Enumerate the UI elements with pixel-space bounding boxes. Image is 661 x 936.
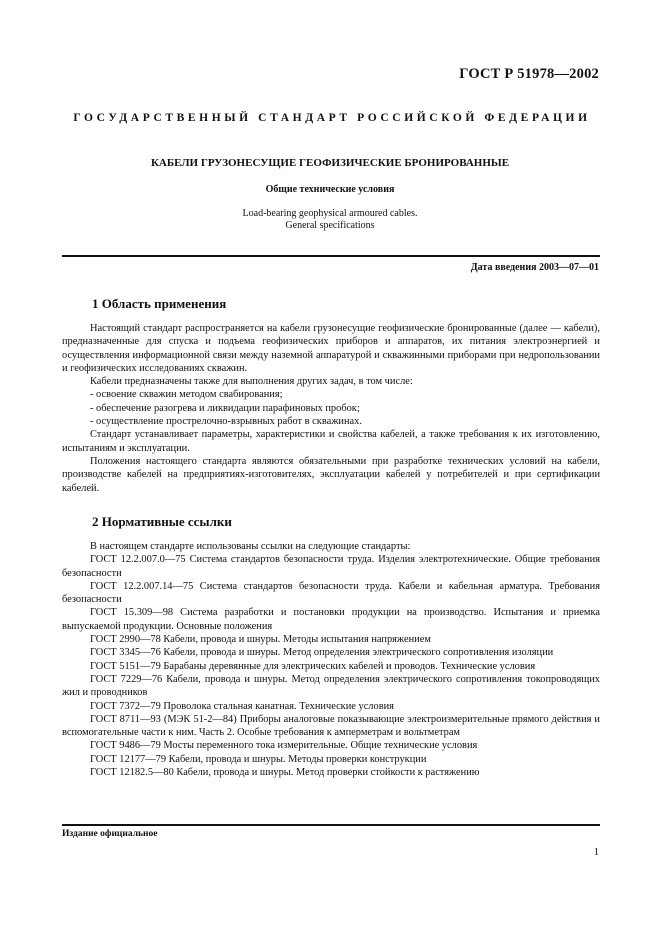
list-item: - обеспечение разогрева и ликвидации парафиновых пробок; <box>90 402 360 414</box>
reference-item: ГОСТ 9486—79 Мосты переменного тока измерительные. Общие технические условия <box>90 740 478 752</box>
paragraph: Кабели предназначены также для выполнения других задач, в том числе: <box>90 376 413 388</box>
reference-item: ГОСТ 7229—76 Кабели, провода и шнуры. Метод определения электрического сопротивления токопроводящих жил и проводников <box>62 673 600 699</box>
reference-item: ГОСТ 2990—78 Кабели, провода и шнуры. Методы испытания напряжением <box>90 634 431 646</box>
document-title: КАБЕЛИ ГРУЗОНЕСУЩИЕ ГЕОФИЗИЧЕСКИЕ БРОНИРОВАННЫЕ <box>150 157 510 169</box>
reference-item: ГОСТ 12177—79 Кабели, провода и шнуры. Методы проверки конструкции <box>90 753 427 765</box>
document-subtitle: Общие технические условия <box>265 184 395 195</box>
english-title-line-2: General specifications <box>285 220 375 231</box>
section-heading: 2 Нормативные ссылки <box>92 514 232 529</box>
document-number: ГОСТ Р 51978—2002 <box>459 66 599 82</box>
english-title-line-1: Load-bearing geophysical armoured cables. <box>242 208 418 219</box>
effective-date: Дата введения 2003—07—01 <box>470 262 599 273</box>
reference-item: ГОСТ 5151—79 Барабаны деревянные для электрических кабелей и проводов. Технические условия <box>90 660 536 672</box>
section-heading: 1 Область применения <box>92 296 227 311</box>
section-scope <box>62 296 600 495</box>
paragraph: Стандарт устанавливает параметры, характеристики и свойства кабелей, а также требования к их изготовлению, испытаниям и эксплуатации. <box>62 429 600 454</box>
reference-item: ГОСТ 12182.5—80 Кабели, провода и шнуры. Метод проверки стойкости к растяжению <box>90 767 480 779</box>
state-standard-header: ГОСУДАРСТВЕННЫЙ СТАНДАРТ РОССИЙСКОЙ ФЕДЕРАЦИИ <box>73 112 591 124</box>
reference-item: ГОСТ 15.309—98 Система разработки и постановки продукции на производство. Испытания и приемка выпускаемой продукции. Основные положения <box>62 607 600 632</box>
reference-item: ГОСТ 3345—76 Кабели, провода и шнуры. Метод определения электрического сопротивления изоляции <box>90 647 554 659</box>
top-divider <box>62 255 600 257</box>
page-number: 1 <box>593 847 599 858</box>
reference-item: ГОСТ 7372—79 Проволока стальная канатная. Технические условия <box>90 700 394 712</box>
section-normative-references <box>62 514 600 779</box>
edition-note: Издание официальное <box>62 829 158 839</box>
bottom-divider <box>62 824 600 826</box>
paragraph: В настоящем стандарте использованы ссылки на следующие стандарты: <box>90 541 411 552</box>
paragraph: Положения настоящего стандарта являются обязательными при разработке технических условий на кабели, производстве кабелей на предприятиях-изготовителях, эксплуатации кабелей у потребителей и при сертификации кабелей. <box>62 455 600 494</box>
paragraph: Настоящий стандарт распространяется на кабели грузонесущие геофизические бронированные (далее — кабели), предназначенные для спуска и подъема геофизических приборов и аппаратов, их питания электроэнергией и осуществления информационной связи между наземной аппаратурой и скважинными приборами при недропользовании и геофизических исследованиях скважин. <box>62 323 600 374</box>
list-item: - освоение скважин методом свабирования; <box>90 389 283 401</box>
reference-item: ГОСТ 8711—93 (МЭК 51-2—84) Приборы аналоговые показывающие электроизмерительные прямого действия и вспомогательные части к ним. Часть 2. Особые требования к амперметрам и вольтметрам <box>62 713 600 739</box>
list-item: - осуществление прострелочно-взрывных работ в скважинах. <box>90 416 362 428</box>
english-title <box>62 208 598 232</box>
reference-item: ГОСТ 12.2.007.0—75 Система стандартов безопасности труда. Изделия электротехнические. Общие требования безопасности <box>62 554 600 579</box>
reference-item: ГОСТ 12.2.007.14—75 Система стандартов безопасности труда. Кабели и кабельная арматура. Требования безопасности <box>62 580 600 606</box>
